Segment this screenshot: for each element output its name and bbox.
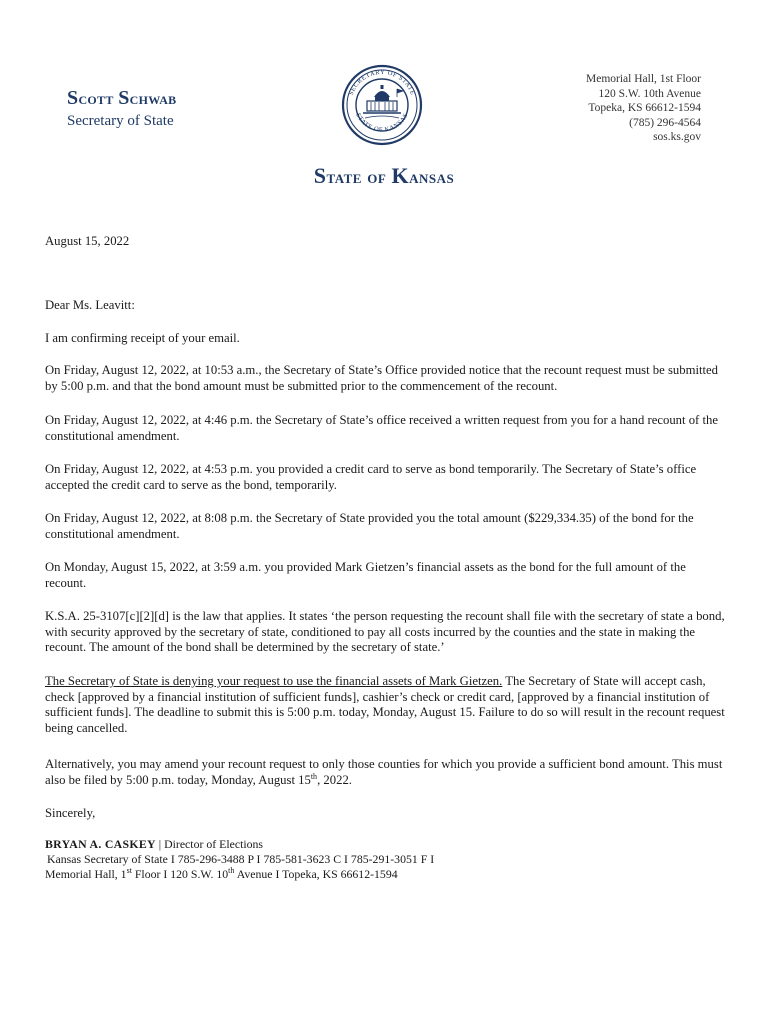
official-name: Scott Schwab <box>67 87 177 109</box>
letterhead-left <box>67 89 176 130</box>
signer-address: Memorial Hall, 1st Floor I 120 S.W. 10th Avenue I Topeka, KS 66612-1594 <box>45 866 398 881</box>
signer-contact: Kansas Secretary of State I 785-296-3488 P I 785-581-3623 C I 785-291-3051 F I <box>47 852 435 866</box>
website: sos.ks.gov <box>653 131 701 144</box>
signer-name: BRYAN A. CASKEY <box>45 837 156 851</box>
signer-role: | Director of Elections <box>155 837 264 851</box>
state-seal-logo <box>341 63 423 153</box>
paragraph-statute: K.S.A. 25-3107[c][2][d] is the law that applies. It states ‘the person requesting the recount shall file with the secretary of state a bond, with security approved by the secretary of state, conditioned to pay all costs incurred by the counties and the state in making the recount. The amount of the bond shall be determined by the secretary of state.’ <box>45 609 725 655</box>
paragraph-bond-amount: On Friday, August 12, 2022, at 8:08 p.m. the Secretary of State provided you the total amount ($229,334.35) of the bond for the constitutional amendment. <box>45 511 694 541</box>
official-title: Secretary of State <box>67 113 174 129</box>
paragraph-credit-card: On Friday, August 12, 2022, at 4:53 p.m. you provided a credit card to serve as bond temporarily. The Secretary of State’s office accepted the credit card to serve as the bond, temporarily. <box>45 462 697 492</box>
paragraph-receipt: I am confirming receipt of your email. <box>45 331 240 345</box>
paragraph-alternative: Alternatively, you may amend your recount request to only those counties for which you provide a sufficient bond amount. This must also be filed by 5:00 p.m. today, Monday, August 15th, 2022. <box>45 757 723 787</box>
address-line: Memorial Hall, 1st Floor <box>586 73 701 85</box>
paragraph-assets: On Monday, August 15, 2022, at 3:59 a.m. you provided Mark Gietzen’s financial assets as the bond for the full amount of the recount. <box>45 560 686 590</box>
office-address <box>586 72 701 145</box>
svg-text:SECRETARY OF STATE: SECRETARY OF STATE <box>347 68 417 97</box>
denial-statement: The Secretary of State is denying your request to use the financial assets of Mark Gietzen. <box>45 674 503 688</box>
paragraph-request: On Friday, August 12, 2022, at 4:46 p.m. the Secretary of State’s office received a written request from you for a hand recount of the constitutional amendment. <box>45 413 718 443</box>
phone-number: (785) 296-4564 <box>629 116 701 129</box>
address-line: 120 S.W. 10th Avenue <box>598 87 701 100</box>
closing: Sincerely, <box>45 806 96 820</box>
signature-block <box>45 837 434 882</box>
svg-text:STATE OF KANSAS: STATE OF KANSAS <box>354 112 410 134</box>
paragraph-denial: The Secretary of State is denying your request to use the financial assets of Mark Gietzen. The Secretary of State will accept cash, check [approved by a financial institution of sufficient funds], cashier’s check or credit card, [approved by a financial institution of sufficient funds]. The deadline to submit this is 5:00 p.m. today, Monday, August 15. Failure to do so will result in the recount request being cancelled. <box>45 674 725 735</box>
address-line: Topeka, KS 66612-1594 <box>588 102 701 115</box>
paragraph-notice: On Friday, August 12, 2022, at 10:53 a.m., the Secretary of State’s Office provided notice that the recount request must be submitted by 5:00 p.m. and that the bond amount must be submitted prior to the commencement of the recount. <box>45 363 718 393</box>
salutation: Dear Ms. Leavitt: <box>45 298 135 312</box>
state-title: State of Kansas <box>313 163 455 188</box>
letter-date: August 15, 2022 <box>45 234 130 248</box>
signer-line <box>45 837 434 852</box>
